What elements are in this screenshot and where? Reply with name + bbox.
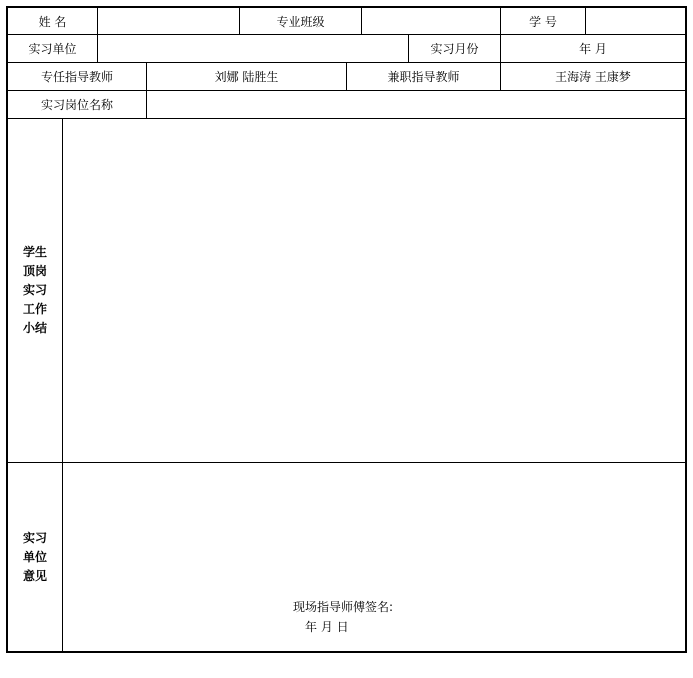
name-label: 姓 名 (38, 14, 67, 29)
summary-label-line: 顶岗 (22, 264, 47, 278)
fulltime-teacher-label: 专任指导教师 (40, 70, 113, 84)
internship-form (6, 6, 687, 653)
month-field[interactable]: 年 月 (579, 42, 607, 56)
name-field[interactable] (98, 8, 239, 34)
summary-label-line: 学生 (22, 245, 47, 259)
student-id-label: 学 号 (529, 14, 557, 29)
date-label: 年 月 日 (305, 620, 349, 634)
summary-field[interactable] (63, 119, 685, 462)
summary-label-line: 小结 (22, 321, 47, 335)
student-id-field[interactable] (586, 8, 685, 34)
position-field[interactable] (147, 91, 685, 118)
major-class-label: 专业班级 (276, 14, 325, 29)
summary-label (8, 119, 62, 462)
major-class-field[interactable] (362, 8, 500, 34)
unit-field[interactable] (98, 35, 408, 62)
fulltime-teacher-value[interactable]: 刘娜 陆胜生 (214, 70, 279, 84)
position-label: 实习岗位名称 (40, 98, 113, 112)
opinion-label-line: 实习 (22, 530, 47, 545)
summary-label-line: 工作 (22, 302, 47, 316)
opinion-label-line: 单位 (22, 549, 47, 564)
opinion-label-line: 意见 (22, 568, 47, 583)
parttime-teacher-value[interactable]: 王海涛 王康梦 (555, 70, 631, 84)
parttime-teacher-label: 兼职指导教师 (387, 70, 460, 84)
opinion-field[interactable] (63, 463, 685, 651)
month-label: 实习月份 (430, 42, 479, 56)
unit-label: 实习单位 (28, 42, 77, 56)
summary-label-line: 实习 (22, 283, 47, 297)
opinion-label (8, 463, 62, 651)
signature-label: 现场指导师傅签名: (293, 600, 394, 614)
